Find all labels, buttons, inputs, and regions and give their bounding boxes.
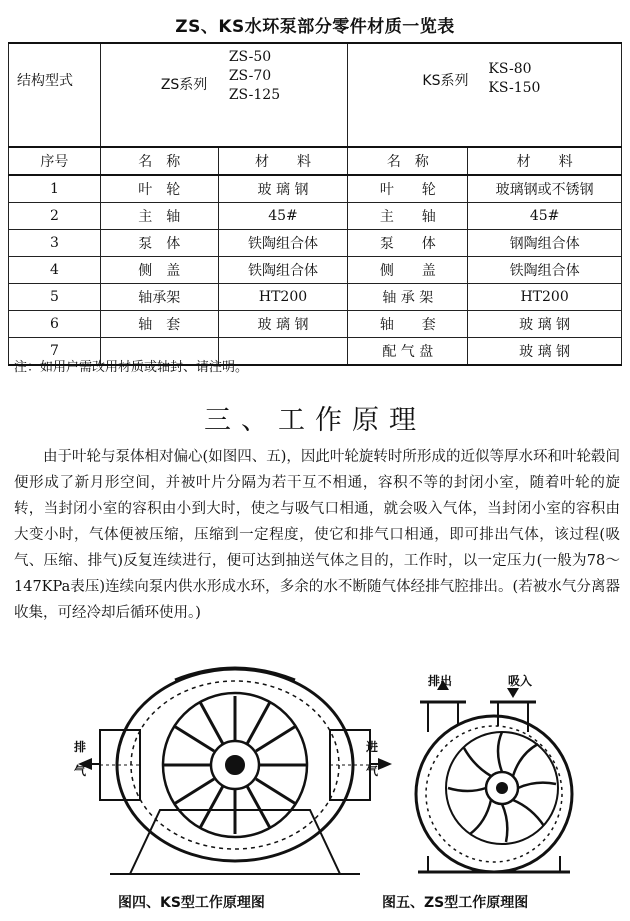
row-no: 1: [9, 175, 101, 203]
ks-part-material: 钢陶组合体: [468, 230, 622, 257]
ks-part-material: 玻 璃 钢: [468, 311, 622, 338]
zs-part-name: 泵 体: [100, 230, 218, 257]
ks-part-material: HT200: [468, 284, 622, 311]
table-row: [9, 284, 622, 311]
fig5-caption: 图五、ZS型工作原理图: [382, 895, 529, 911]
ks-part-name: 轴 套: [348, 311, 468, 338]
zs-models: [229, 48, 280, 105]
table-row: [9, 230, 622, 257]
zs-model: ZS-70: [228, 68, 272, 84]
label-intake-1: 进: [366, 740, 379, 754]
ks-models: [488, 60, 540, 98]
label-discharge: 排出: [428, 674, 453, 688]
ks-model: KS-150: [488, 80, 541, 96]
zs-pump-diagram: [398, 676, 598, 876]
zs-series-cell: [100, 43, 348, 147]
row-no: 3: [9, 230, 101, 257]
label-suction: 吸入: [508, 674, 533, 688]
header-name-ks: 名 称: [348, 147, 468, 175]
table-row: [9, 311, 622, 338]
zs-part-material: 玻 璃 钢: [218, 311, 348, 338]
zs-part-material: 玻 璃 钢: [218, 175, 348, 203]
ks-part-material: 玻 璃 钢: [468, 338, 622, 366]
ks-part-material: 45#: [468, 203, 622, 230]
zs-part-material: 铁陶组合体: [218, 230, 348, 257]
principle-paragraph: 由于叶轮与泵体相对偏心(如图四、五)，因此叶轮旋转时所形成的近似等厚水环和叶轮毂间便形成了新月形空间，并被叶片分隔为若干互不相通，容积不等的封闭小室，随着叶轮的旋转，当封闭小室的容积由小到大时，使之与吸气口相通，就会吸入气体，当封闭小室的容积由大变小时，气体便被压缩，压缩到一定程度，使它和排气口相通，即可排出气体，该过程(吸气、压缩、排气)反复连续进行，便可达到抽送气体之目的，工作时，以一定压力(一般为78～147KPa表压)连续向泵内供水形成水环，多余的水不断随气体经排气腔排出。(若被水气分离器收集，可经冷却后循环使用。): [14, 449, 620, 621]
ks-part-name: 配 气 盘: [348, 338, 468, 366]
zs-series-name: ZS系列: [160, 77, 208, 93]
table-row: [9, 257, 622, 284]
zs-part-name: 叶 轮: [100, 175, 218, 203]
label-intake-2: 气: [366, 764, 379, 778]
structure-label: 结构型式: [9, 43, 101, 147]
fig4-caption: 图四、KS型工作原理图: [118, 895, 265, 911]
header-name-zs: 名 称: [100, 147, 218, 175]
label-exhaust-2: 气: [74, 764, 87, 778]
header-no: 序号: [9, 147, 101, 175]
row-no: 2: [9, 203, 101, 230]
label-exhaust-1: 排: [74, 740, 87, 754]
structure-row: [9, 43, 622, 147]
table-row: [9, 175, 622, 203]
ks-model: KS-80: [488, 61, 532, 77]
zs-casing: [416, 716, 572, 872]
header-material-zs: 材 料: [218, 147, 348, 175]
ks-pump-diagram: [70, 660, 400, 880]
row-no: 5: [9, 284, 101, 311]
zs-model: ZS-50: [228, 49, 272, 65]
zs-part-name: 主 轴: [100, 203, 218, 230]
ks-part-name: 轴 承 架: [348, 284, 468, 311]
table-note: 注：如用户需改用材质或轴封、请注明。: [14, 360, 249, 375]
ks-series-name: KS系列: [422, 73, 469, 89]
zs-part-material: 45#: [218, 203, 348, 230]
zs-part-material: HT200: [218, 284, 348, 311]
row-no: 6: [9, 311, 101, 338]
ks-part-name: 叶 轮: [348, 175, 468, 203]
section-title: 三、工作原理: [204, 405, 426, 436]
row-no: 7: [9, 338, 101, 366]
zs-part-name: 轴 套: [100, 311, 218, 338]
table-row: [9, 203, 622, 230]
ks-part-name: 侧 盖: [348, 257, 468, 284]
header-row: [9, 147, 622, 175]
zs-part-name: 轴承架: [100, 284, 218, 311]
ks-series-cell: [348, 43, 622, 147]
row-no: 4: [9, 257, 101, 284]
materials-table: [8, 42, 622, 366]
zs-part-name: 侧 盖: [100, 257, 218, 284]
zs-part-material: 铁陶组合体: [218, 257, 348, 284]
zs-model: ZS-125: [228, 87, 281, 103]
ks-part-material: 玻璃钢或不锈钢: [468, 175, 622, 203]
ks-part-name: 泵 体: [348, 230, 468, 257]
ks-part-name: 主 轴: [348, 203, 468, 230]
ks-part-material: 铁陶组合体: [468, 257, 622, 284]
table-title: ZS、KS水环泵部分零件材质一览表: [175, 17, 455, 37]
header-material-ks: 材 料: [468, 147, 622, 175]
